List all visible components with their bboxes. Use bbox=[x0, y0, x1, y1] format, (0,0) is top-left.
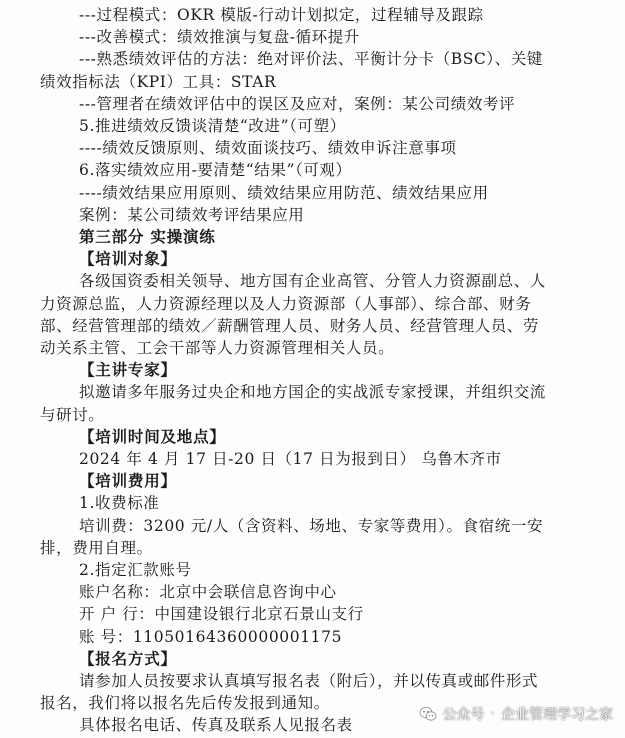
signup-heading: 【报名方式】 bbox=[79, 649, 177, 668]
fee-line: 排，费用自理。 bbox=[40, 538, 153, 557]
evaluation-methods-line: ---熟悉绩效评估的方法：绝对评价法、平衡计分卡（BSC）、关键 bbox=[79, 50, 544, 69]
account-name: 账户名称：北京中会联信息咨询中心 bbox=[79, 583, 337, 602]
lecturer-line: 与研讨。 bbox=[40, 405, 105, 424]
training-target-line: 各级国资委相关领导、地方国有企业高管、分管人力资源副总、人 bbox=[79, 272, 546, 291]
fee-heading: 【培训费用】 bbox=[79, 472, 177, 491]
signup-line: 请参加人员按要求认真填写报名表（附后），并以传真或邮件形式 bbox=[79, 672, 539, 690]
application-heading-line: 6.落实绩效应用-要清楚“结果”（可观） bbox=[79, 161, 352, 180]
training-target-heading: 【培训对象】 bbox=[79, 250, 177, 269]
evaluation-methods-line-cont: 绩效指标法（KPI）工具：STAR bbox=[40, 72, 277, 91]
wechat-watermark bbox=[419, 702, 613, 726]
application-detail-line: ----绩效结果应用原则、绩效结果应用防范、绩效结果应用 bbox=[79, 183, 489, 202]
watermark-account: 企业管理学习之家 bbox=[501, 707, 613, 723]
improve-mode-line: ---改善模式：绩效推演与复盘-循环提升 bbox=[79, 28, 360, 47]
feedback-detail-line: ----绩效反馈原则、绩效面谈技巧、绩效申诉注意事项 bbox=[79, 139, 457, 158]
account-label: 2.指定汇款账号 bbox=[79, 561, 192, 579]
manager-pitfalls-line: ---管理者在绩效评估中的误区及应对，案例：某公司绩效考评 bbox=[79, 94, 516, 113]
watermark-source: 公众号 bbox=[442, 707, 485, 723]
training-target-line: 部、经营管理部的绩效／薪酬管理人员、财务人员、经营管理人员、劳 bbox=[40, 316, 540, 335]
section-title: 第三部分 实操演练 bbox=[79, 228, 216, 246]
training-target-line: 力资源总监，人力资源经理以及人力资源部（人事部）、综合部、财务 bbox=[40, 294, 532, 313]
time-place-heading: 【培训时间及地点】 bbox=[79, 427, 226, 446]
training-target-line: 动关系主管、工会干部等人力资源管理相关人员。 bbox=[40, 339, 395, 357]
wechat-icon bbox=[419, 705, 437, 723]
lecturer-heading: 【主讲专家】 bbox=[79, 361, 177, 380]
account-bank: 开 户 行：中国建设银行北京石景山支行 bbox=[79, 605, 364, 624]
account-number: 账 号：11050164360000001175 bbox=[79, 627, 343, 646]
time-place-line: 2024 年 4 月 17 日-20 日（17 日为报到日） 乌鲁木齐市 bbox=[79, 450, 502, 468]
fee-standard-label: 1.收费标准 bbox=[79, 494, 160, 513]
signup-line: 具体报名电话、传真及联系人见报名表 bbox=[79, 716, 353, 735]
process-mode-line: ---过程模式：OKR 模版-行动计划拟定，过程辅导及跟踪 bbox=[79, 6, 484, 24]
feedback-heading-line: 5.推进绩效反馈谈清楚“改进”（可塑） bbox=[79, 117, 346, 135]
signup-line: 报名，我们将以报名先后传发报到通知。 bbox=[40, 694, 330, 713]
case-line: 案例：某公司绩效考评结果应用 bbox=[79, 205, 305, 224]
watermark-separator: · bbox=[490, 706, 495, 722]
lecturer-line: 拟邀请多年服务过央企和地方国企的实战派专家授课，并组织交流 bbox=[79, 383, 546, 402]
fee-line: 培训费：3200 元/人（含资料、场地、专家等费用）。食宿统一安 bbox=[79, 516, 544, 535]
